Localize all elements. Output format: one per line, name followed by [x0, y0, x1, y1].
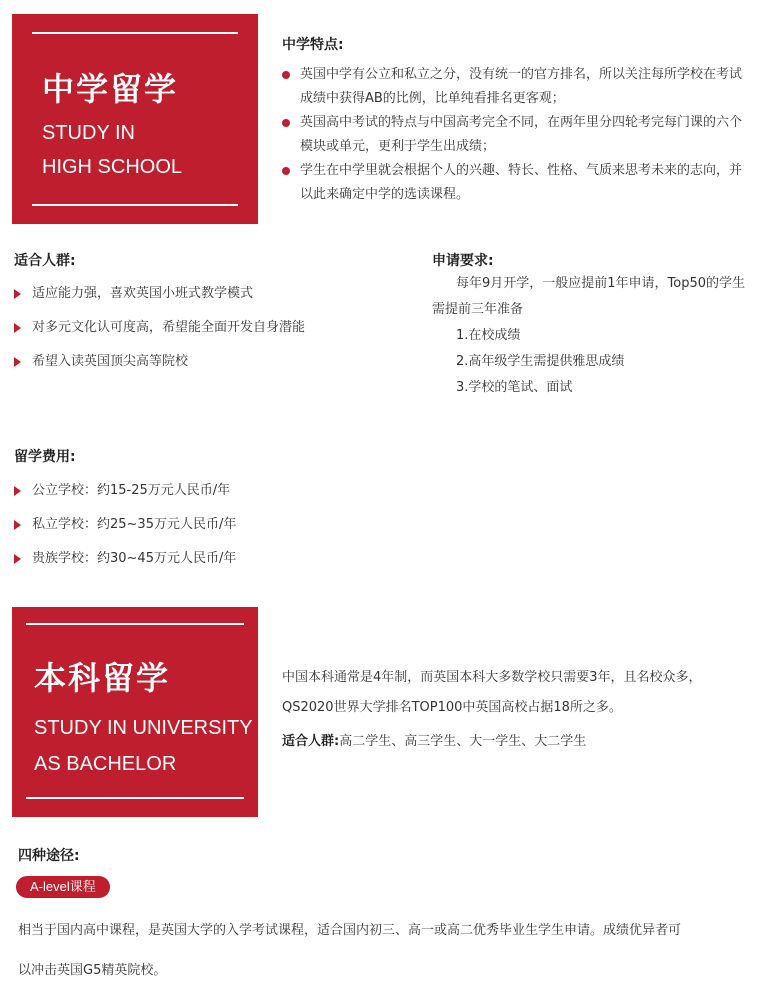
cost-item: 贵族学校：约30~45万元人民币/年: [14, 547, 404, 571]
audience-item: 适应能力强，喜欢英国小班式教学模式: [14, 282, 404, 306]
feature-item: 学生在中学里就会根据个人的兴趣、特长、性格、气质来思考未来的志向，并以此来确定中学的选读课程。: [282, 159, 752, 207]
bachelor-title-en-1: STUDY IN UNIVERSITY: [34, 717, 253, 739]
audience-list: [14, 282, 404, 384]
banner-bottom-line: [32, 204, 238, 206]
requirements-intro-2: 需提前三年准备: [432, 302, 524, 317]
bachelor-banner: [12, 607, 258, 817]
banner-top-line: [26, 623, 244, 625]
requirement-item: 1.在校成绩: [456, 328, 521, 343]
alevel-badge: A-level课程: [16, 876, 110, 898]
feature-item: 英国高中考试的特点与中国高考完全不同，在两年里分四轮考完每门课的六个模块或单元，更利于学生出成绩；: [282, 111, 752, 159]
requirements-heading: 申请要求:: [432, 253, 494, 269]
cost-item: 私立学校：约25~35万元人民币/年: [14, 513, 404, 537]
bachelor-intro-1: 中国本科通常是4年制，而英国本科大多数学校只需要3年，且名校众多，: [282, 670, 702, 685]
features-heading: 中学特点:: [282, 37, 344, 53]
high-school-title-en-2: HIGH SCHOOL: [42, 156, 183, 178]
bachelor-audience-label: 适合人群:: [282, 734, 340, 749]
paths-heading: 四种途径:: [18, 848, 80, 864]
high-school-title-en-1: STUDY IN: [42, 122, 135, 144]
high-school-banner: [12, 14, 258, 224]
cost-heading: 留学费用:: [14, 449, 76, 465]
alevel-desc-2: 以冲击英国G5精英院校。: [18, 963, 167, 978]
bachelor-title-en-2: AS BACHELOR: [34, 753, 177, 775]
audience-item: 对多元文化认可度高，希望能全面开发自身潜能: [14, 316, 404, 340]
feature-item: 英国中学有公立和私立之分，没有统一的官方排名，所以关注每所学校在考试成绩中获得AB的比例，比单纯看排名更客观；: [282, 63, 752, 111]
features-list: [282, 63, 752, 207]
high-school-title-cn: 中学留学: [42, 70, 179, 108]
requirements-intro-1: 每年9月开学，一般应提前1年申请，Top50的学生: [456, 276, 746, 291]
banner-top-line: [32, 32, 238, 34]
cost-list: [14, 479, 404, 581]
bachelor-intro-2: QS2020世界大学排名TOP100中英国高校占据18所之多。: [282, 700, 622, 715]
bachelor-audience-value: 高二学生、高三学生、大一学生、大二学生: [339, 734, 587, 749]
requirement-item: 3.学校的笔试、面试: [456, 380, 573, 395]
audience-item: 希望入读英国顶尖高等院校: [14, 350, 404, 374]
alevel-desc-1: 相当于国内高中课程，是英国大学的入学考试课程，适合国内初三、高一或高二优秀毕业生学生申请。成绩优异者可: [18, 923, 682, 938]
bachelor-title-cn: 本科留学: [34, 659, 171, 697]
requirement-item: 2.高年级学生需提供雅思成绩: [456, 354, 625, 369]
audience-heading: 适合人群:: [14, 253, 76, 269]
bachelor-audience: [282, 729, 586, 755]
banner-bottom-line: [26, 797, 244, 799]
cost-item: 公立学校：约15-25万元人民币/年: [14, 479, 404, 503]
